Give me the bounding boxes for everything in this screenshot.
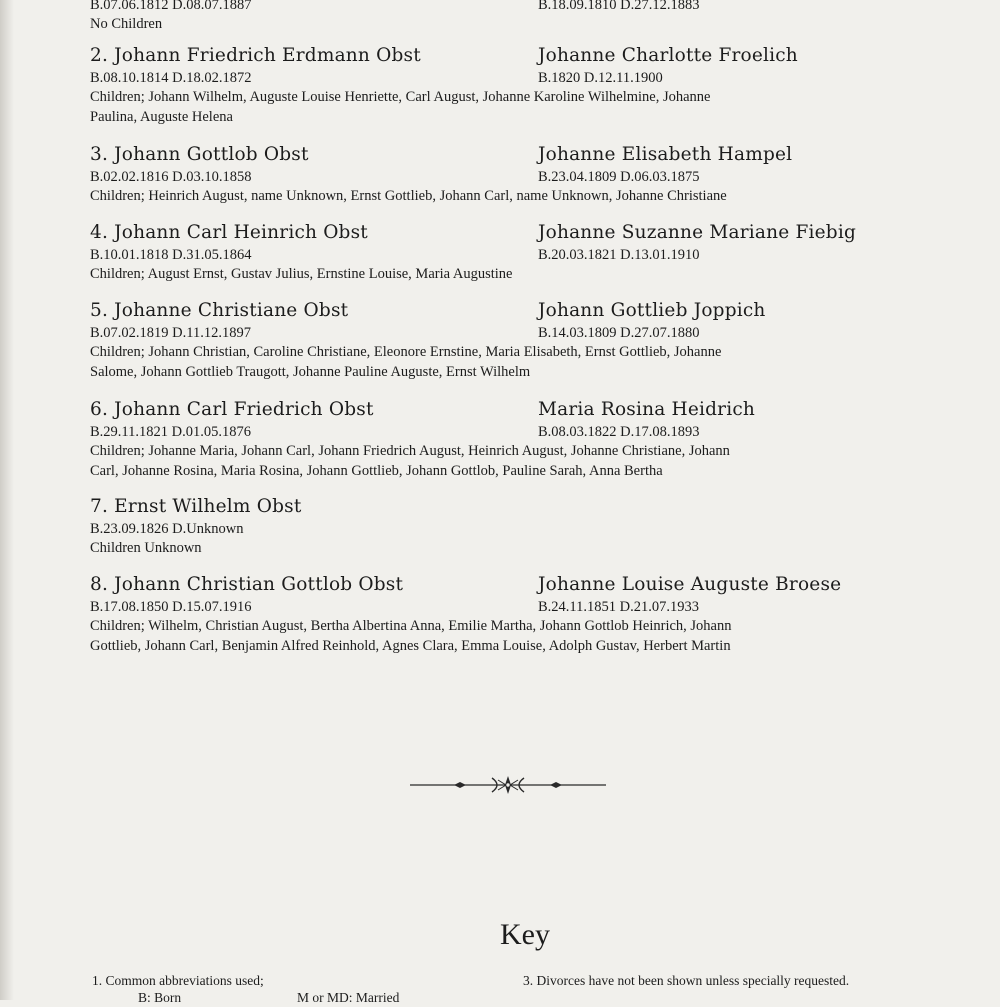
children-list <box>90 15 970 35</box>
person-name: 5. Johanne Christiane Obst <box>90 300 349 321</box>
family-entry-7 <box>90 497 970 559</box>
entry-dates-row <box>90 0 970 15</box>
entry-dates-row <box>90 167 970 187</box>
entry-dates-row <box>90 245 970 265</box>
entry-dates-row <box>90 68 970 88</box>
spouse-name: Johanne Louise Auguste Broese <box>538 574 842 595</box>
spouse-name: Johanne Elisabeth Hampel <box>538 144 793 165</box>
husband-dates: B.07.06.1812 D.08.07.1887 <box>90 0 252 13</box>
person-dates: B.29.11.1821 D.01.05.1876 <box>90 424 251 440</box>
entry-names-row <box>90 497 970 517</box>
spouse-dates: B.18.09.1810 D.27.12.1883 <box>538 0 700 13</box>
person-name: 7. Ernst Wilhelm Obst <box>90 496 302 517</box>
spouse-dates: B.14.03.1809 D.27.07.1880 <box>538 325 700 341</box>
person-name: 2. Johann Friedrich Erdmann Obst <box>90 45 421 66</box>
children-list <box>90 187 970 207</box>
entry-dates-row <box>90 323 970 343</box>
spouse-dates: B.1820 D.12.11.1900 <box>538 70 663 86</box>
family-entry-6 <box>90 400 970 481</box>
children-line: Children; Heinrich August, name Unknown, Ernst Gottlieb, Johann Carl, name Unknown, Johanne Christiane <box>90 188 727 204</box>
family-entry-3 <box>90 145 970 207</box>
key-note-1: 1. Common abbreviations used; <box>92 973 264 988</box>
key-abbrev-married: M or MD: Married <box>297 990 400 1005</box>
key-note-3: 3. Divorces have not been shown unless specially requested. <box>523 973 850 988</box>
children-list <box>90 442 970 481</box>
entry-names-row <box>90 145 970 165</box>
spouse-name: Johanne Suzanne Mariane Fiebig <box>538 222 856 243</box>
spouse-dates: B.24.11.1851 D.21.07.1933 <box>538 599 699 615</box>
person-dates: B.10.01.1818 D.31.05.1864 <box>90 247 252 263</box>
person-dates: B.17.08.1850 D.15.07.1916 <box>90 599 252 615</box>
entry-names-row <box>90 223 970 243</box>
family-entry-1 <box>90 0 970 35</box>
person-name: 3. Johann Gottlob Obst <box>90 144 309 165</box>
children-line: Children; Johann Christian, Caroline Christiane, Eleonore Ernstine, Maria Elisabeth, Ernst Gottlieb, Johanne <box>90 344 722 360</box>
children-list <box>90 265 970 285</box>
person-dates: B.07.02.1819 D.11.12.1897 <box>90 325 251 341</box>
person-name: 4. Johann Carl Heinrich Obst <box>90 222 368 243</box>
spouse-dates: B.20.03.1821 D.13.01.1910 <box>538 247 700 263</box>
children-line: No Children <box>90 16 163 32</box>
person-dates: B.02.02.1816 D.03.10.1858 <box>90 169 252 185</box>
children-line: Children; Wilhelm, Christian August, Bertha Albertina Anna, Emilie Martha, Johann Gottlob Heinrich, Johann <box>90 618 732 634</box>
spouse-name: Johann Gottlieb Joppich <box>538 300 766 321</box>
person-name: 6. Johann Carl Friedrich Obst <box>90 399 374 420</box>
children-line: Children; Johann Wilhelm, Auguste Louise Henriette, Carl August, Johanne Karoline Wilhelmine, Johanne <box>90 89 711 105</box>
children-list <box>90 343 970 382</box>
entry-dates-row <box>90 422 970 442</box>
children-list <box>90 539 970 559</box>
family-entry-8 <box>90 575 970 656</box>
family-entry-4 <box>90 223 970 285</box>
page-binding-shadow <box>0 0 14 1000</box>
children-line: Children Unknown <box>90 540 202 556</box>
children-line: Children; August Ernst, Gustav Julius, Ernstine Louise, Maria Augustine <box>90 266 513 282</box>
children-line: Carl, Johanne Rosina, Maria Rosina, Johann Gottlieb, Johann Gottlob, Pauline Sarah, Anna Bertha <box>90 462 663 479</box>
key-heading: Key <box>500 918 550 951</box>
entry-dates-row <box>90 597 970 617</box>
children-list <box>90 617 970 656</box>
person-name: 8. Johann Christian Gottlob Obst <box>90 574 404 595</box>
family-entry-5 <box>90 301 970 382</box>
spouse-name: Maria Rosina Heidrich <box>538 399 756 420</box>
entry-dates-row <box>90 519 970 539</box>
entry-names-row <box>90 46 970 66</box>
entry-names-row <box>90 301 970 321</box>
children-line: Children; Johanne Maria, Johann Carl, Johann Friedrich August, Heinrich August, Johanne Christiane, Johann <box>90 443 730 459</box>
person-dates: B.23.09.1826 D.Unknown <box>90 521 244 537</box>
entry-names-row <box>90 575 970 595</box>
entry-names-row <box>90 400 970 420</box>
spouse-dates: B.23.04.1809 D.06.03.1875 <box>538 169 700 185</box>
key-abbrev-born: B: Born <box>138 990 182 1005</box>
divider-ornament-icon <box>410 770 606 800</box>
spouse-dates: B.08.03.1822 D.17.08.1893 <box>538 424 700 440</box>
children-line: Paulina, Auguste Helena <box>90 108 233 125</box>
children-list <box>90 88 970 127</box>
spouse-name: Johanne Charlotte Froelich <box>538 45 798 66</box>
children-line: Salome, Johann Gottlieb Traugott, Johanne Pauline Auguste, Ernst Wilhelm <box>90 363 531 380</box>
family-entry-2 <box>90 46 970 127</box>
person-dates: B.08.10.1814 D.18.02.1872 <box>90 70 252 86</box>
children-line: Gottlieb, Johann Carl, Benjamin Alfred Reinhold, Agnes Clara, Emma Louise, Adolph Gustav, Herbert Martin <box>90 637 731 654</box>
